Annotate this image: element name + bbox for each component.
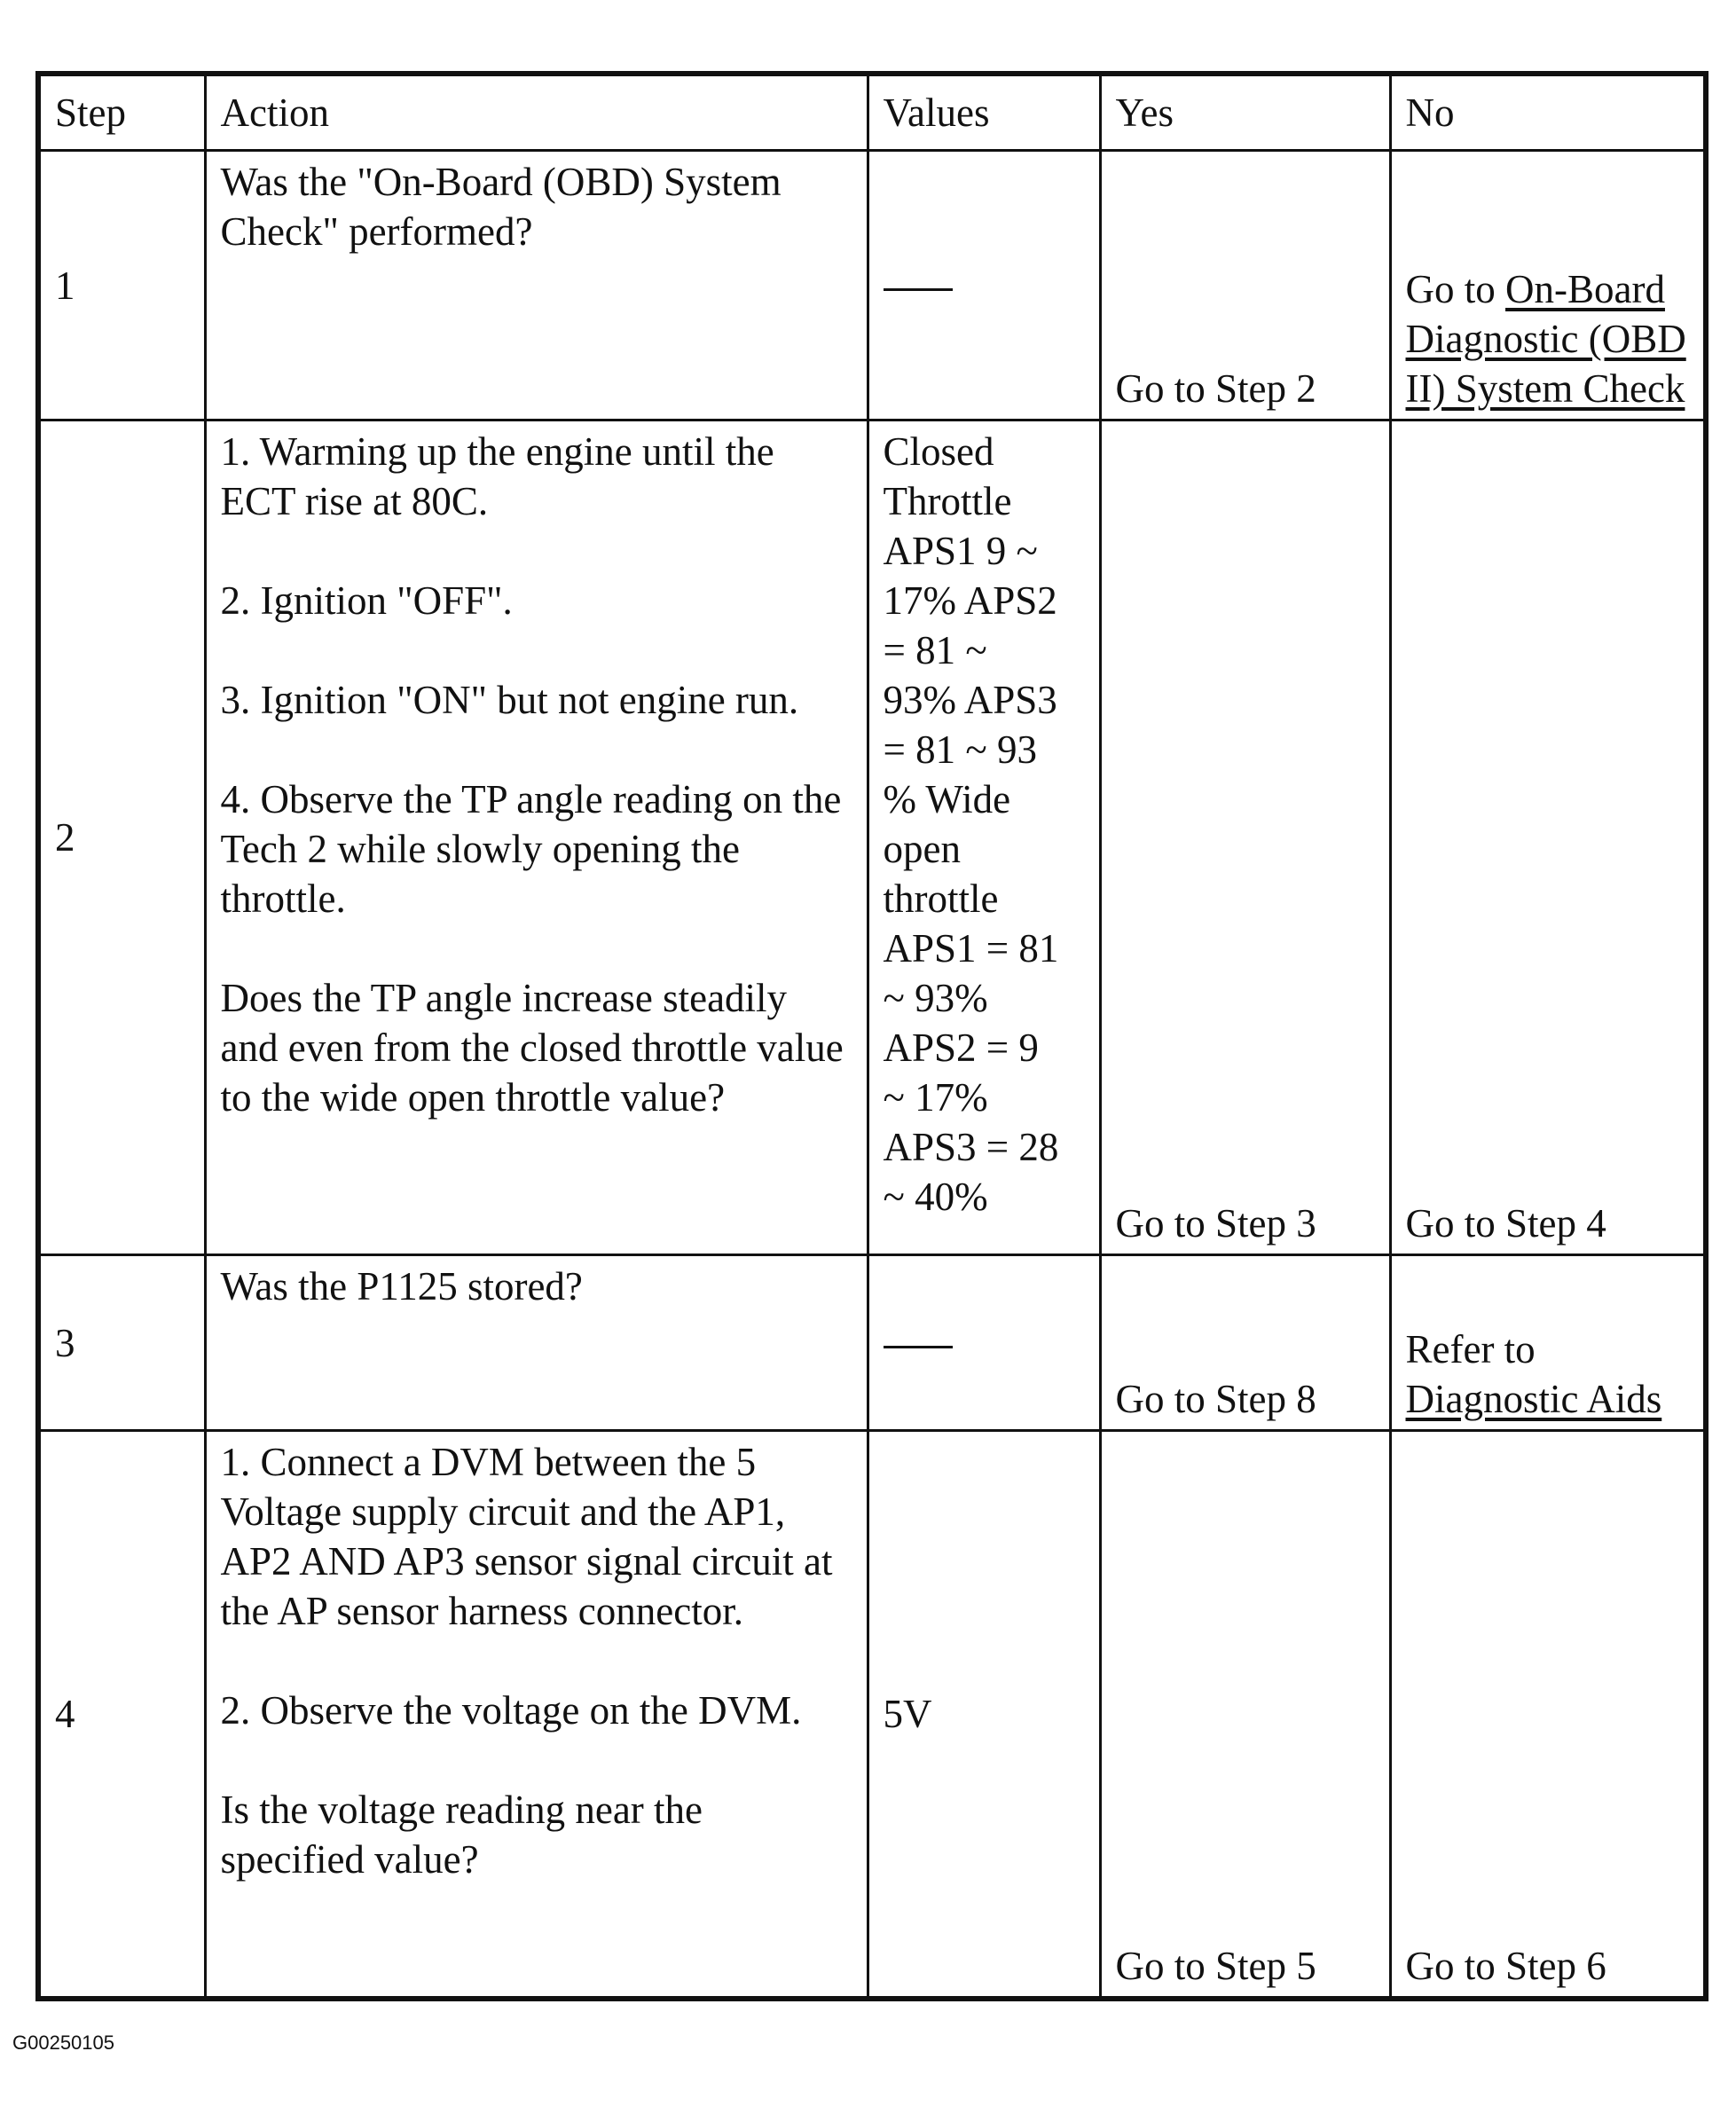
diagnostic-aids-link[interactable]: Diagnostic Aids: [1405, 1377, 1662, 1421]
yes-cell: Go to Step 5: [1100, 1431, 1390, 1999]
action-text: 3. Ignition "ON" but not engine run.: [220, 678, 799, 722]
action-cell: [205, 420, 868, 1255]
header-values: Values: [868, 74, 1100, 151]
action-text: 2. Observe the voltage on the DVM.: [220, 1688, 802, 1733]
diagnostic-table: [35, 71, 1709, 2001]
action-text: Does the TP angle increase steadily and even from the closed throttle value to the wide open throttle value?: [220, 976, 844, 1120]
header-row: [38, 74, 1706, 151]
action-text: Was the "On-Board (OBD) System Check" performed?: [220, 160, 782, 254]
obd-system-check-link[interactable]: On-Board Diagnostic (OBD II) System Check: [1405, 267, 1686, 411]
no-cell: Go to Step 6: [1390, 1431, 1706, 1999]
action-text: 1. Connect a DVM between the 5 Voltage supply circuit and the AP1, AP2 AND AP3 sensor signal circuit at the AP sensor harness connector.: [220, 1440, 833, 1633]
action-text: Was the P1125 stored?: [220, 1264, 583, 1309]
no-cell: Go to Step 4: [1390, 420, 1706, 1255]
values-cell: [868, 1255, 1100, 1431]
action-cell: [205, 1431, 868, 1999]
no-prefix: Refer to: [1405, 1327, 1536, 1371]
step-number: 4: [38, 1431, 205, 1999]
no-prefix: Go to: [1405, 267, 1505, 311]
action-cell: [205, 1255, 868, 1431]
no-cell: [1390, 151, 1706, 420]
header-no: No: [1390, 74, 1706, 151]
step-number: 1: [38, 151, 205, 420]
values-cell: [868, 151, 1100, 420]
header-yes: Yes: [1100, 74, 1390, 151]
step-number: 2: [38, 420, 205, 1255]
step-number: 3: [38, 1255, 205, 1431]
values-cell: 5V: [868, 1431, 1100, 1999]
no-cell: [1390, 1255, 1706, 1431]
values-cell: [868, 420, 1100, 1255]
action-text: 2. Ignition "OFF".: [220, 578, 513, 623]
table-row: [38, 151, 1706, 420]
table-row: [38, 1255, 1706, 1431]
figure-code: G00250105: [12, 2032, 114, 2054]
empty-value-dash: [884, 288, 953, 291]
header-action: Action: [205, 74, 868, 151]
action-text: 1. Warming up the engine until the ECT rise at 80C.: [220, 429, 774, 523]
values-text: Closed Throttle APS1 9 ~ 17% APS2 = 81 ~ 93% APS3 = 81 ~ 93 % Wide open throttle APS1 = 81 ~ 93% APS2 = 9 ~ 17% APS3 = 28 ~ 40%: [883, 429, 1059, 1219]
header-step: Step: [38, 74, 205, 151]
action-text: 4. Observe the TP angle reading on the Tech 2 while slowly opening the throttle.: [220, 777, 842, 921]
table-row: [38, 420, 1706, 1255]
action-cell: [205, 151, 868, 420]
yes-cell: Go to Step 2: [1100, 151, 1390, 420]
empty-value-dash: [884, 1346, 953, 1348]
action-text: Is the voltage reading near the specified value?: [220, 1788, 703, 1882]
table-row: [38, 1431, 1706, 1999]
yes-cell: Go to Step 8: [1100, 1255, 1390, 1431]
yes-cell: Go to Step 3: [1100, 420, 1390, 1255]
